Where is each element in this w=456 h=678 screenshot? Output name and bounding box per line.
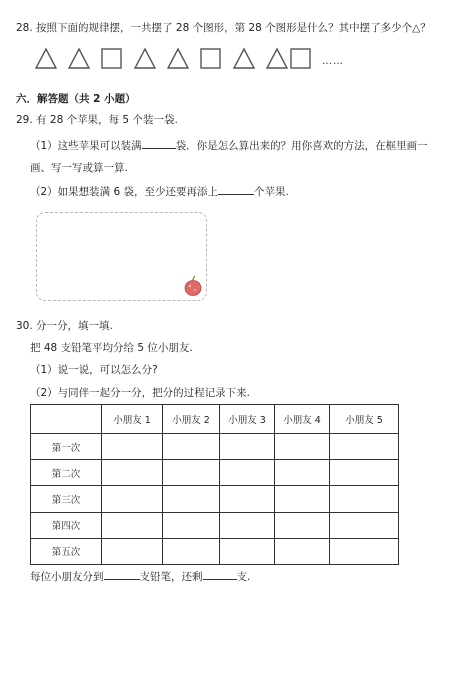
table-cell[interactable] <box>163 434 220 460</box>
row-label: 第二次 <box>31 460 102 486</box>
table-cell[interactable] <box>275 512 330 538</box>
table-header-cell: 小朋友 4 <box>275 405 330 434</box>
table-cell[interactable] <box>275 538 330 564</box>
q30-intro <box>16 318 113 333</box>
q29-part1-text-b: 袋．你是怎么算出来的？用你喜欢的方法，在框里画一 <box>175 140 428 152</box>
table-header-cell <box>31 405 102 434</box>
triangle-icon <box>133 47 157 71</box>
row-label: 第五次 <box>31 538 102 564</box>
q29-intro <box>16 112 178 127</box>
table-header-cell: 小朋友 2 <box>163 405 220 434</box>
triangle-icon <box>67 47 91 71</box>
q30-summary-text-c: 支. <box>236 571 251 583</box>
triangle-icon <box>34 47 58 71</box>
table-cell[interactable] <box>220 538 275 564</box>
table-cell[interactable] <box>102 460 163 486</box>
table-cell[interactable] <box>102 434 163 460</box>
table-cell[interactable] <box>330 486 399 512</box>
triangle-icon <box>232 47 256 71</box>
table-cell[interactable] <box>330 434 399 460</box>
q29-part1-line1 <box>30 138 428 153</box>
triangle-icon <box>166 47 190 71</box>
table-cell[interactable] <box>102 486 163 512</box>
section-title: 六．解答题（共 2 小题） <box>16 93 136 105</box>
q30-summary-text-a: 每位小朋友分到 <box>30 571 104 583</box>
table-row <box>31 434 399 460</box>
table-row <box>31 460 399 486</box>
q30-part1: （1）说一说，可以怎么分? <box>30 364 158 376</box>
table-cell[interactable] <box>275 434 330 460</box>
table-row <box>31 538 399 564</box>
q29-part2 <box>30 184 289 199</box>
square-icon <box>100 47 124 71</box>
table-header-cell: 小朋友 3 <box>220 405 275 434</box>
table-cell[interactable] <box>163 486 220 512</box>
q29-part1-text-a: （1）这些苹果可以装满 <box>30 140 142 152</box>
q28-text <box>16 20 431 35</box>
pencils-each-blank[interactable] <box>104 569 140 580</box>
table-cell[interactable] <box>102 512 163 538</box>
table-row <box>31 512 399 538</box>
ellipsis: …… <box>322 56 344 67</box>
triangle-icon <box>265 47 289 71</box>
table-cell[interactable] <box>163 538 220 564</box>
q30-summary-text-b: 支铅笔，还剩 <box>139 571 203 583</box>
table-cell[interactable] <box>330 512 399 538</box>
table-cell[interactable] <box>102 538 163 564</box>
q28-prompt: 按照下面的规律摆，一共摆了 28 个图形，第 28 个图形是什么？其中摆了多少个△？ <box>36 22 431 34</box>
q30-number: 30. <box>16 320 33 332</box>
table-cell[interactable] <box>330 538 399 564</box>
square-icon <box>199 47 223 71</box>
row-label: 第一次 <box>31 434 102 460</box>
square-icon <box>289 47 313 71</box>
q29-number: 29. <box>16 114 33 126</box>
q29-apples-blank[interactable] <box>218 184 254 195</box>
table-cell[interactable] <box>220 460 275 486</box>
record-table <box>30 404 399 565</box>
q29-bags-blank[interactable] <box>142 138 176 149</box>
q30-intro-text: 分一分，填一填. <box>36 320 113 332</box>
q30-line1: 把 48 支铅笔平均分给 5 位小朋友. <box>30 342 193 354</box>
q29-intro-text: 有 28 个苹果，每 5 个装一袋. <box>36 114 178 126</box>
row-label: 第四次 <box>31 512 102 538</box>
q30-summary <box>30 569 250 584</box>
q28-number: 28. <box>16 22 33 34</box>
q29-part1-line2: 画、写一写或算一算. <box>30 162 128 174</box>
table-cell[interactable] <box>330 460 399 486</box>
apple-icon <box>182 275 204 297</box>
q30-part2: （2）与同伴一起分一分，把分的过程记录下来. <box>30 387 251 399</box>
q29-part2-text-b: 个苹果. <box>254 186 289 198</box>
table-header-cell: 小朋友 5 <box>330 405 399 434</box>
q29-part2-text-a: （2）如果想装满 6 袋，至少还要再添上 <box>30 186 219 198</box>
table-row <box>31 486 399 512</box>
q28-shape-sequence <box>34 47 364 73</box>
table-cell[interactable] <box>220 512 275 538</box>
table-header-cell: 小朋友 1 <box>102 405 163 434</box>
table-cell[interactable] <box>220 486 275 512</box>
answer-frame[interactable] <box>36 212 207 301</box>
table-cell[interactable] <box>163 460 220 486</box>
table-cell[interactable] <box>163 512 220 538</box>
table-header-row <box>31 405 399 434</box>
table-cell[interactable] <box>275 460 330 486</box>
row-label: 第三次 <box>31 486 102 512</box>
table-cell[interactable] <box>275 486 330 512</box>
pencils-left-blank[interactable] <box>203 569 237 580</box>
table-cell[interactable] <box>220 434 275 460</box>
